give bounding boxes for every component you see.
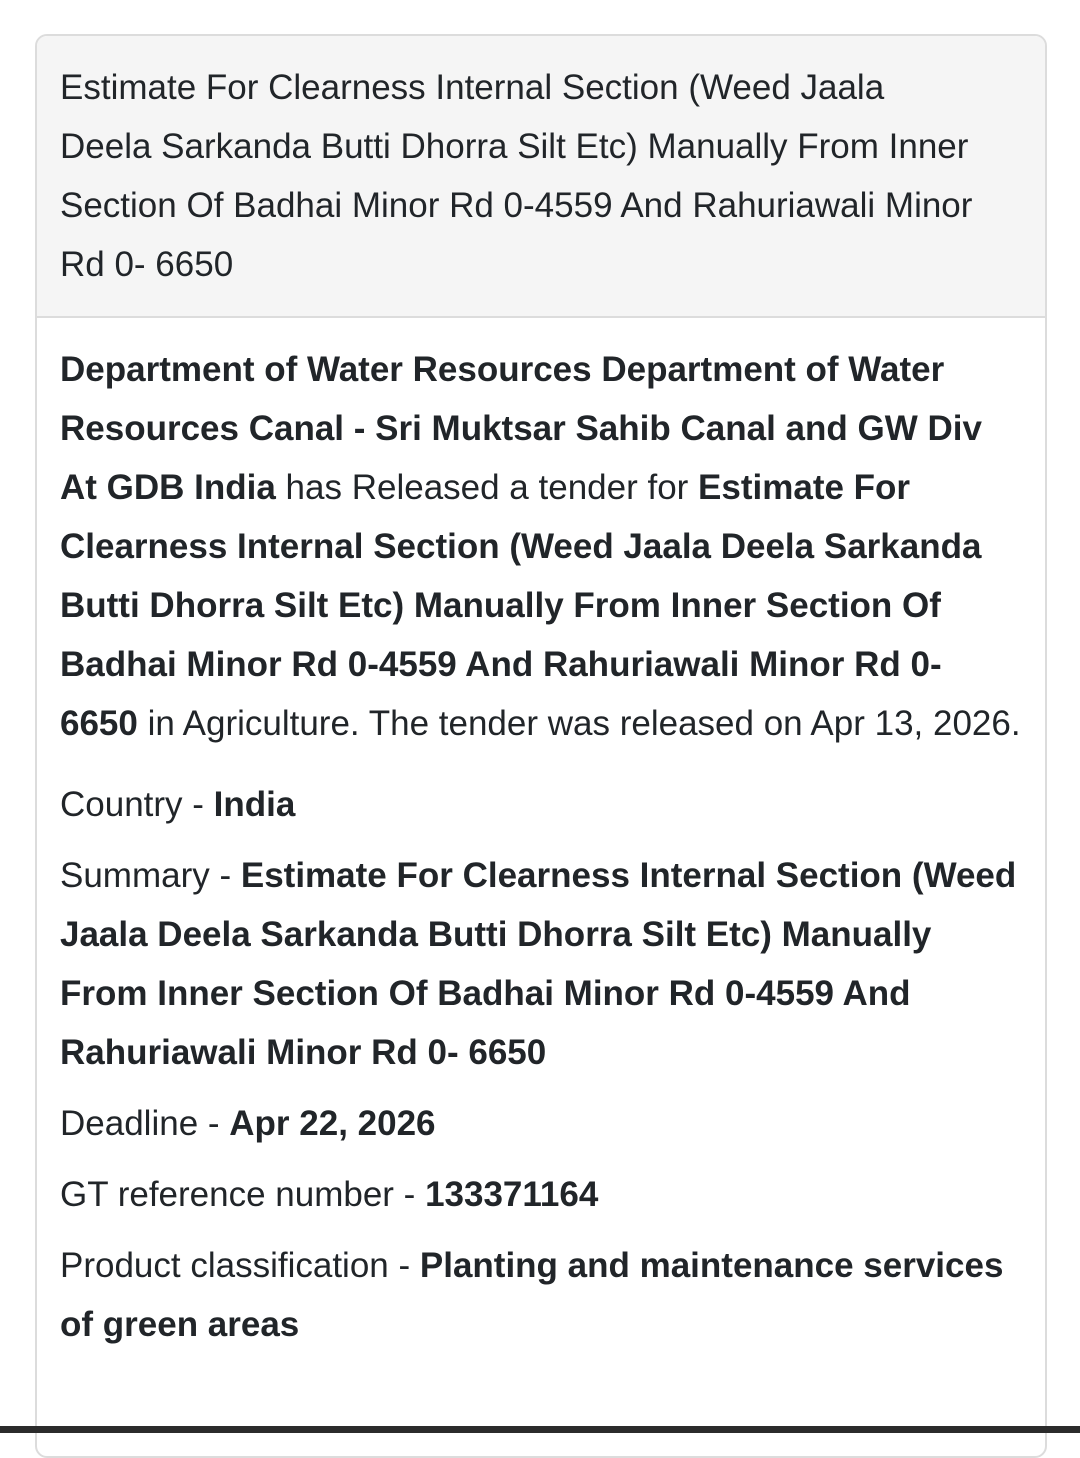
field-value: Apr 22, 2026 (229, 1104, 436, 1143)
field-label: GT reference number - (60, 1175, 426, 1214)
released-text: has Released a tender for (275, 468, 699, 507)
tender-details (37, 318, 1045, 1354)
tender-name: Estimate For Clearness Internal Section (Weed Jaala Deela Sarkanda Butti Dhorra Silt Etc) Manually From Inner Section Of Badhai Minor Rd 0-4559 And Rahuriawali Minor Rd 0- 6650 (60, 468, 982, 743)
tender-title: Estimate For Clearness Internal Section (Weed Jaala Deela Sarkanda Butti Dhorra Silt Etc) Manually From Inner Section Of Badhai Minor Rd 0-4559 And Rahuriawali Minor Rd 0- 6650 (37, 36, 1045, 318)
field-value: Estimate For Clearness Internal Section (Weed Jaala Deela Sarkanda Butti Dhorra Silt Etc) Manually From Inner Section Of Badhai Minor Rd 0-4559 And Rahuriawali Minor Rd 0- 6650 (60, 856, 1017, 1072)
field-label: Summary - (60, 856, 241, 895)
tender-card (35, 34, 1047, 1458)
field-summary (60, 846, 1027, 1082)
field-label: Country - (60, 785, 214, 824)
field-deadline (60, 1094, 1027, 1153)
sector-text: in Agriculture. The tender was released on Apr 13, 2026. (137, 704, 1021, 743)
field-value: Planting and maintenance services of green areas (60, 1246, 1004, 1344)
field-value: 133371164 (425, 1175, 599, 1214)
issuer: Department of Water Resources Department of Water Resources Canal - Sri Muktsar Sahib Canal and GW Div At GDB India (60, 350, 982, 507)
field-label: Deadline - (60, 1104, 230, 1143)
field-product-classification (60, 1236, 1027, 1354)
field-reference-number (60, 1165, 1027, 1224)
field-label: Product classification - (60, 1246, 420, 1285)
system-navigation-bar (0, 1426, 1080, 1433)
field-value: India (213, 785, 296, 824)
field-country (60, 775, 1027, 834)
tender-description (60, 340, 1027, 753)
